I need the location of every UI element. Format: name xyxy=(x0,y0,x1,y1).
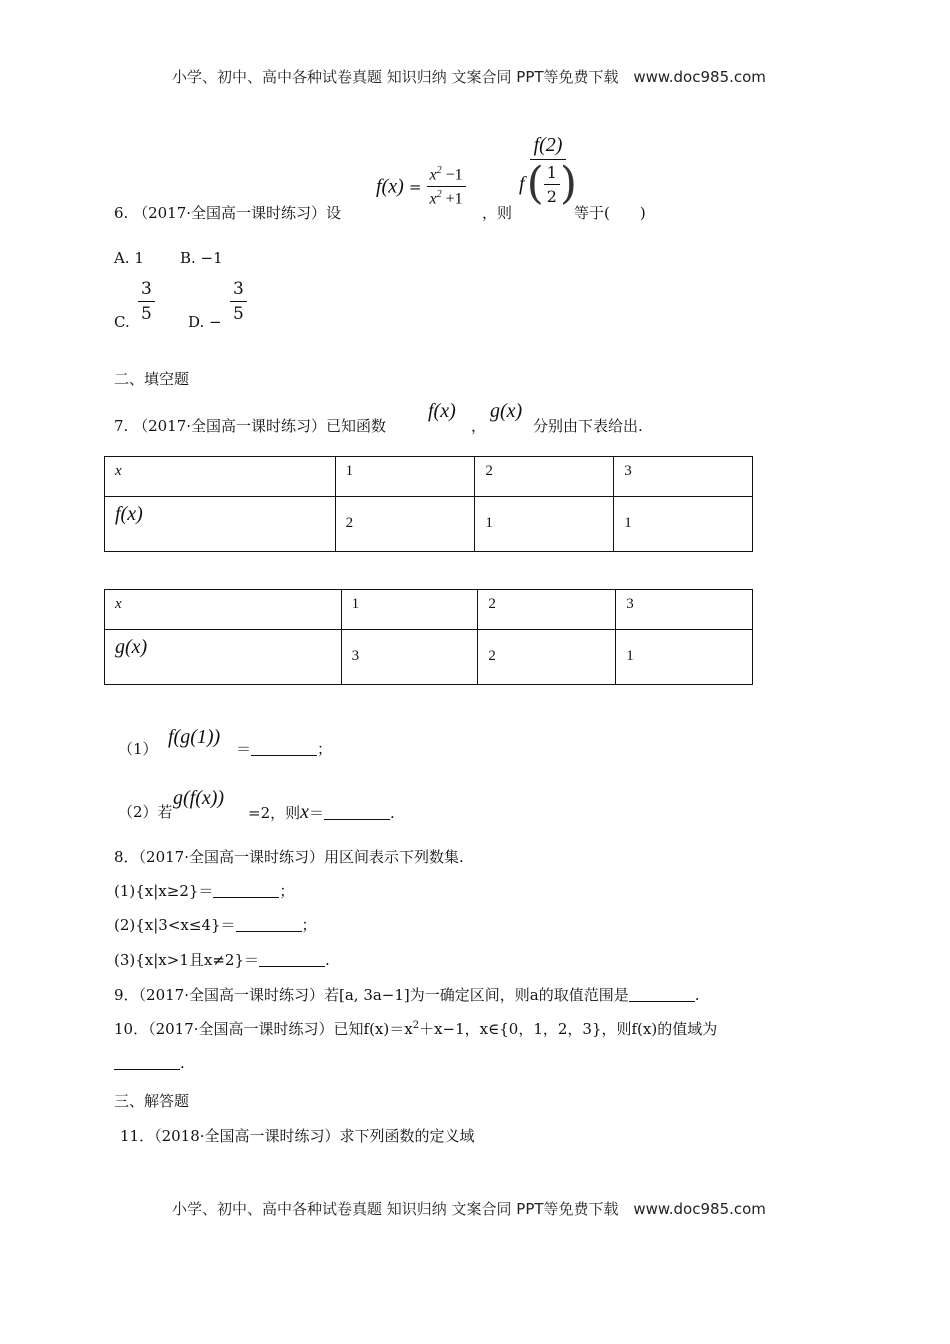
table-f-cell: 2 xyxy=(475,457,614,497)
q6-den-power: 2 xyxy=(436,189,442,201)
q6-option-d-fraction xyxy=(230,279,247,324)
q8-item-2-blank[interactable] xyxy=(236,917,302,932)
q6-numerator-rest: −1 xyxy=(441,166,463,184)
table-g-value-row xyxy=(105,630,753,685)
q10-text-a: 10．（2017·全国高一课时练习）已知f(x)＝x xyxy=(114,1020,413,1038)
table-g-cell: 2 xyxy=(478,590,616,630)
q6-number: 6. xyxy=(114,204,129,222)
table-g xyxy=(104,589,753,685)
q7-gx: g(x) xyxy=(490,400,523,422)
table-g-cell: 3 xyxy=(341,630,478,685)
q7-source: （2017·全国高一课时练习） xyxy=(133,417,327,435)
q8-item-2-end: ； xyxy=(301,916,317,934)
table-g-header-row xyxy=(105,590,753,630)
q6-function-definition xyxy=(376,165,466,209)
table-g-cell: 2 xyxy=(478,630,616,685)
table-f-header-row xyxy=(105,457,753,497)
q6-option-c-fraction xyxy=(138,279,155,324)
q6-d-den: 5 xyxy=(233,304,244,324)
q9 xyxy=(114,984,700,1005)
q6-half-num: 1 xyxy=(544,163,560,185)
q7-sub1-eq: ＝ xyxy=(236,740,252,758)
q6-source: （2017·全国高一课时练习） xyxy=(133,204,327,222)
q6-option-d: D. − xyxy=(188,313,222,331)
q6-half xyxy=(544,163,560,206)
q10 xyxy=(114,1018,717,1039)
q7-comma: ， xyxy=(471,417,487,435)
q8-item-3-end: . xyxy=(325,951,330,969)
table-g-cell: 1 xyxy=(616,630,753,685)
q9-text: 9．（2017·全国高一课时练习）若[a, 3a−1]为一确定区间，则a的取值范围是 xyxy=(114,986,629,1004)
q6-denominator-rest: +1 xyxy=(441,190,463,208)
q7-fx: f(x) xyxy=(428,400,456,422)
q7-label xyxy=(114,415,386,436)
q7-tail: 分别由下表给出. xyxy=(533,417,643,435)
q7-sub1-label: （1） xyxy=(118,740,158,758)
section-title-answer: 三、解答题 xyxy=(114,1092,190,1110)
q7-sub2-expr: g(f(x)) xyxy=(173,787,225,809)
page-footer xyxy=(172,1198,766,1219)
q6-ratio xyxy=(516,134,580,209)
q7-sub1-blank[interactable] xyxy=(251,741,317,756)
table-f-cell: 2 xyxy=(335,497,475,552)
q7-sub2-label: （2）若 xyxy=(118,803,173,821)
q6-c-num: 3 xyxy=(138,279,155,302)
q6-ratio-fraction: f(2) f ( $\frac{1}{2}$ ) xyxy=(519,134,578,209)
table-f-cell: f(x) xyxy=(105,497,336,552)
q8-item-3-text: (3){x|x>1且x≠2}＝ xyxy=(114,951,259,969)
q6-f2: f(2) xyxy=(530,134,567,160)
table-g-cell: g(x) xyxy=(105,630,342,685)
q10-power: 2 xyxy=(412,1020,420,1031)
q6-eq: = xyxy=(408,177,422,196)
q8-item-1-end: ； xyxy=(279,882,295,900)
q7-sub2-blank[interactable] xyxy=(324,805,390,820)
q7-sub1-end: ； xyxy=(317,740,333,758)
q6-lead: 设 xyxy=(326,204,342,222)
q7-sub2-end: . xyxy=(390,804,395,822)
table-f-cell: 1 xyxy=(335,457,475,497)
header-url: www.doc985.com xyxy=(633,68,766,86)
q8-item-1 xyxy=(114,880,294,901)
q8-item-3 xyxy=(114,949,330,970)
footer-url: www.doc985.com xyxy=(633,1200,766,1218)
q7-sub1-expr: f(g(1)) xyxy=(168,726,221,748)
q6-f: f xyxy=(519,172,525,195)
q6-option-b: B. −1 xyxy=(180,249,223,267)
q10-blank[interactable] xyxy=(114,1055,180,1070)
q8-stem: 8．（2017·全国高一课时练习）用区间表示下列数集. xyxy=(114,848,464,866)
q7-sub2-mid: =2，则 xyxy=(248,804,301,822)
table-g-cell: 1 xyxy=(341,590,478,630)
q10-text-b: ＋x−1，x∈{0，1，2，3}，则f(x)的值域为 xyxy=(419,1020,718,1038)
header-text: 小学、初中、高中各种试卷真题 知识归纳 文案合同 PPT等免费下载 xyxy=(172,68,619,86)
table-f-cell: 3 xyxy=(614,457,753,497)
table-f-cell: 1 xyxy=(475,497,614,552)
table-f-cell: 1 xyxy=(614,497,753,552)
table-g-cell: x xyxy=(105,590,342,630)
table-g-cell: 3 xyxy=(616,590,753,630)
q6-fx: f(x) xyxy=(376,175,404,198)
q6-c-den: 5 xyxy=(141,304,152,324)
q6-option-a: A. 1 xyxy=(114,249,144,267)
q9-end: . xyxy=(694,986,700,1004)
q8-item-2-text: (2){x|3<x≤4}＝ xyxy=(114,916,236,934)
q7-number: 7. xyxy=(114,417,129,435)
section-title-fill-in: 二、填空题 xyxy=(114,370,190,388)
q11: 11．（2018·全国高一课时练习）求下列函数的定义域 xyxy=(120,1127,475,1145)
q8-item-3-blank[interactable] xyxy=(259,952,325,967)
q7-sub2-x: x xyxy=(300,801,310,823)
q6-then: ，则 xyxy=(482,204,513,222)
q8-item-2 xyxy=(114,914,317,935)
q6-half-den: 2 xyxy=(546,186,557,206)
q7-sub1-answer xyxy=(236,738,332,759)
page-header xyxy=(172,66,766,87)
q8-item-1-text: (1){x|x≥2}＝ xyxy=(114,882,214,900)
q6-option-c: C. xyxy=(114,313,130,331)
q10-end: . xyxy=(180,1054,185,1072)
q6-d-num: 3 xyxy=(230,279,247,302)
footer-text: 小学、初中、高中各种试卷真题 知识归纳 文案合同 PPT等免费下载 xyxy=(172,1200,619,1218)
q7-lead: 已知函数 xyxy=(326,417,387,435)
q9-blank[interactable] xyxy=(629,987,695,1002)
q6-label xyxy=(114,202,341,223)
q7-sub2-answer xyxy=(248,801,395,824)
q6-denominator: x xyxy=(429,190,437,208)
q6-fraction xyxy=(427,165,466,209)
q8-item-1-blank[interactable] xyxy=(213,883,279,898)
q7-sub2-eq: ＝ xyxy=(309,804,325,822)
q6-tail: 等于( ) xyxy=(574,204,646,222)
q10-answer xyxy=(114,1054,185,1072)
table-f-cell: x xyxy=(105,457,336,497)
table-f-value-row xyxy=(105,497,753,552)
q6-numerator: x xyxy=(429,166,437,184)
table-f xyxy=(104,456,753,552)
q6-num-power: 2 xyxy=(436,165,442,176)
